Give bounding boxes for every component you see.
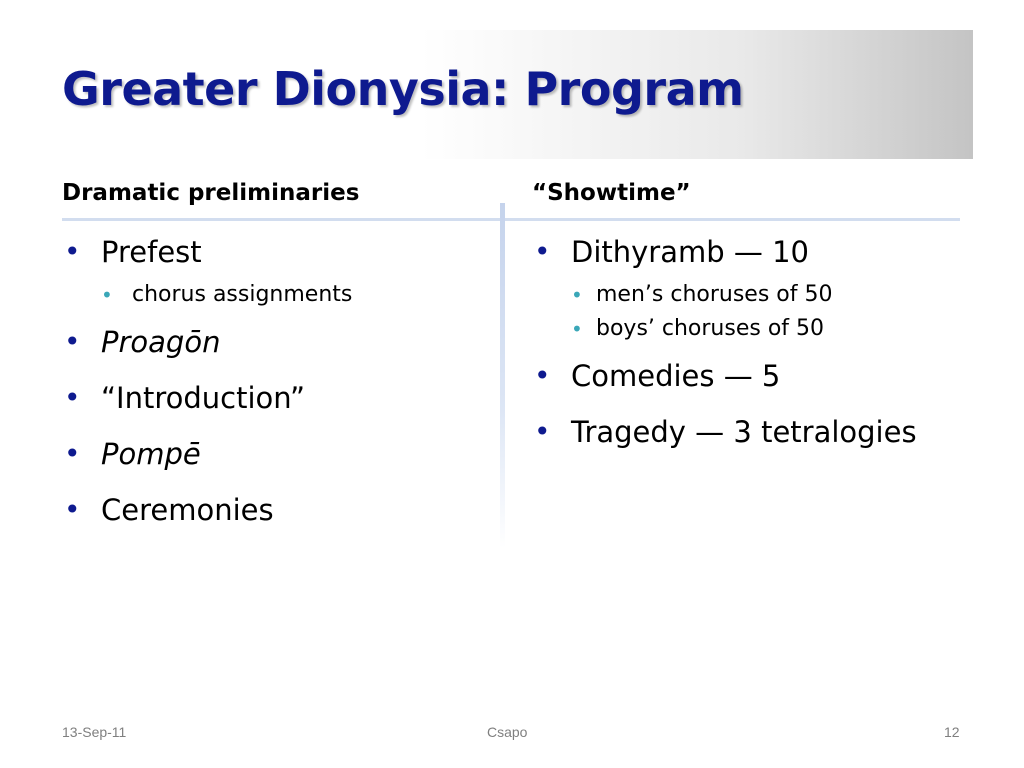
sub-list-item-text: boys’ choruses of 50 [596,316,825,341]
list-item [62,376,492,420]
list-item-text: Proagōn [101,325,221,359]
footer-date: 13-Sep-11 [62,724,127,740]
list-item [532,354,1002,398]
bullet-icon: • [534,235,551,268]
list-item-text: Ceremonies [101,493,274,527]
slide-title: Greater Dionysia: Program [62,62,744,116]
bullet-icon: • [64,325,81,358]
list-item-text: Comedies — 5 [571,359,781,393]
list-item [62,230,492,274]
list-item-text: Pompē [101,437,201,471]
left-bullet-list [62,230,492,544]
sub-bullet-icon: • [101,283,113,307]
list-item [532,230,1002,274]
sub-bullet-icon: • [571,317,583,341]
sub-list-item-text: men’s choruses of 50 [596,282,833,307]
list-item-text: Prefest [101,235,202,269]
right-heading-divider [505,218,960,221]
bullet-icon: • [64,235,81,268]
column-divider [500,203,505,548]
footer-author: Csapo [487,724,528,740]
left-heading-divider [62,218,502,221]
list-item [62,432,492,476]
bullet-icon: • [534,415,551,448]
sub-list-item [532,278,1002,312]
bullet-icon: • [64,381,81,414]
left-column-heading: Dramatic preliminaries [62,180,360,206]
sub-list-item-text: chorus assignments [132,282,353,307]
slide-number: 12 [944,724,960,740]
bullet-icon: • [64,437,81,470]
bullet-icon: • [534,359,551,392]
sub-bullet-icon: • [571,283,583,307]
right-bullet-list [532,230,1002,466]
list-item [532,410,1002,454]
list-item [62,320,492,364]
list-item [62,488,492,532]
sub-list-item [62,278,492,312]
list-item-text: Dithyramb — 10 [571,235,809,269]
list-item-text: “Introduction” [101,381,306,415]
right-column-heading: “Showtime” [532,180,691,206]
bullet-icon: • [64,493,81,526]
sub-list-item [532,312,1002,346]
list-item-text: Tragedy — 3 tetralogies [571,415,917,449]
